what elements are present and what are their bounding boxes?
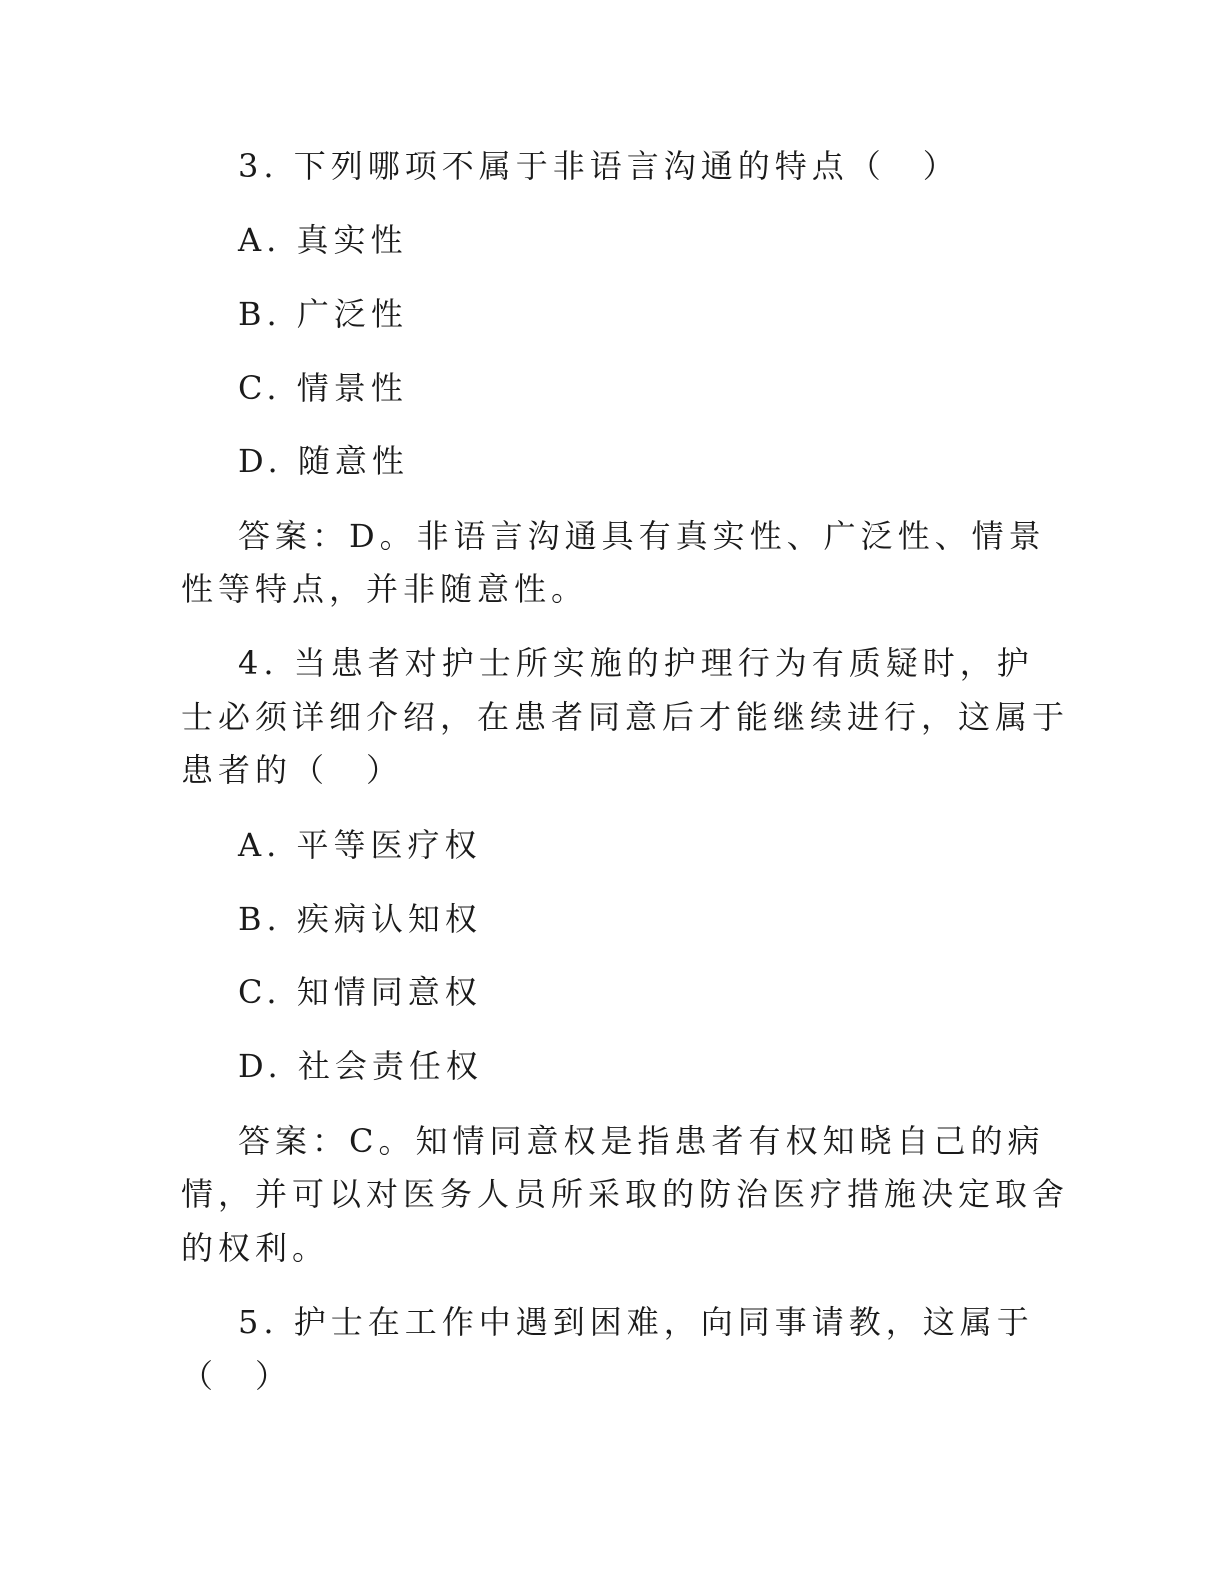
question-3-option-d: D. 随意性: [238, 442, 409, 480]
question-4-answer-line-1: 答案：C。知情同意权是指患者有权知晓自己的病: [238, 1122, 1045, 1160]
question-4-option-d: D. 社会责任权: [238, 1047, 483, 1085]
question-3-answer-line-2: 性等特点，并非随意性。: [181, 570, 589, 608]
question-3-option-b: B. 广泛性: [238, 295, 408, 333]
question-4-option-b: B. 疾病认知权: [238, 900, 482, 938]
question-3-option-a: A. 真实性: [238, 221, 408, 259]
question-4-stem-line-3: 患者的（ ）: [181, 751, 404, 789]
question-5-stem-line-1: 5. 护士在工作中遇到困难，向同事请教，这属于: [238, 1303, 1034, 1341]
question-4-stem-line-1: 4. 当患者对护士所实施的护理行为有质疑时，护: [238, 644, 1034, 682]
question-4-stem-line-2: 士必须详细介绍，在患者同意后才能继续进行，这属于: [181, 698, 1070, 736]
question-3-option-c: C. 情景性: [238, 369, 408, 407]
question-4-answer-line-3: 的权利。: [181, 1229, 330, 1267]
question-3-stem: 3. 下列哪项不属于非语言沟通的特点（ ）: [238, 147, 960, 185]
question-5-stem-line-2: （ ）: [181, 1357, 293, 1395]
question-4-option-a: A. 平等医疗权: [238, 826, 482, 864]
question-4-option-c: C. 知情同意权: [238, 973, 482, 1011]
question-3-answer-line-1: 答案：D。非语言沟通具有真实性、广泛性、情景: [238, 517, 1046, 555]
question-4-answer-line-2: 情，并可以对医务人员所采取的防治医疗措施决定取舍: [181, 1175, 1070, 1213]
